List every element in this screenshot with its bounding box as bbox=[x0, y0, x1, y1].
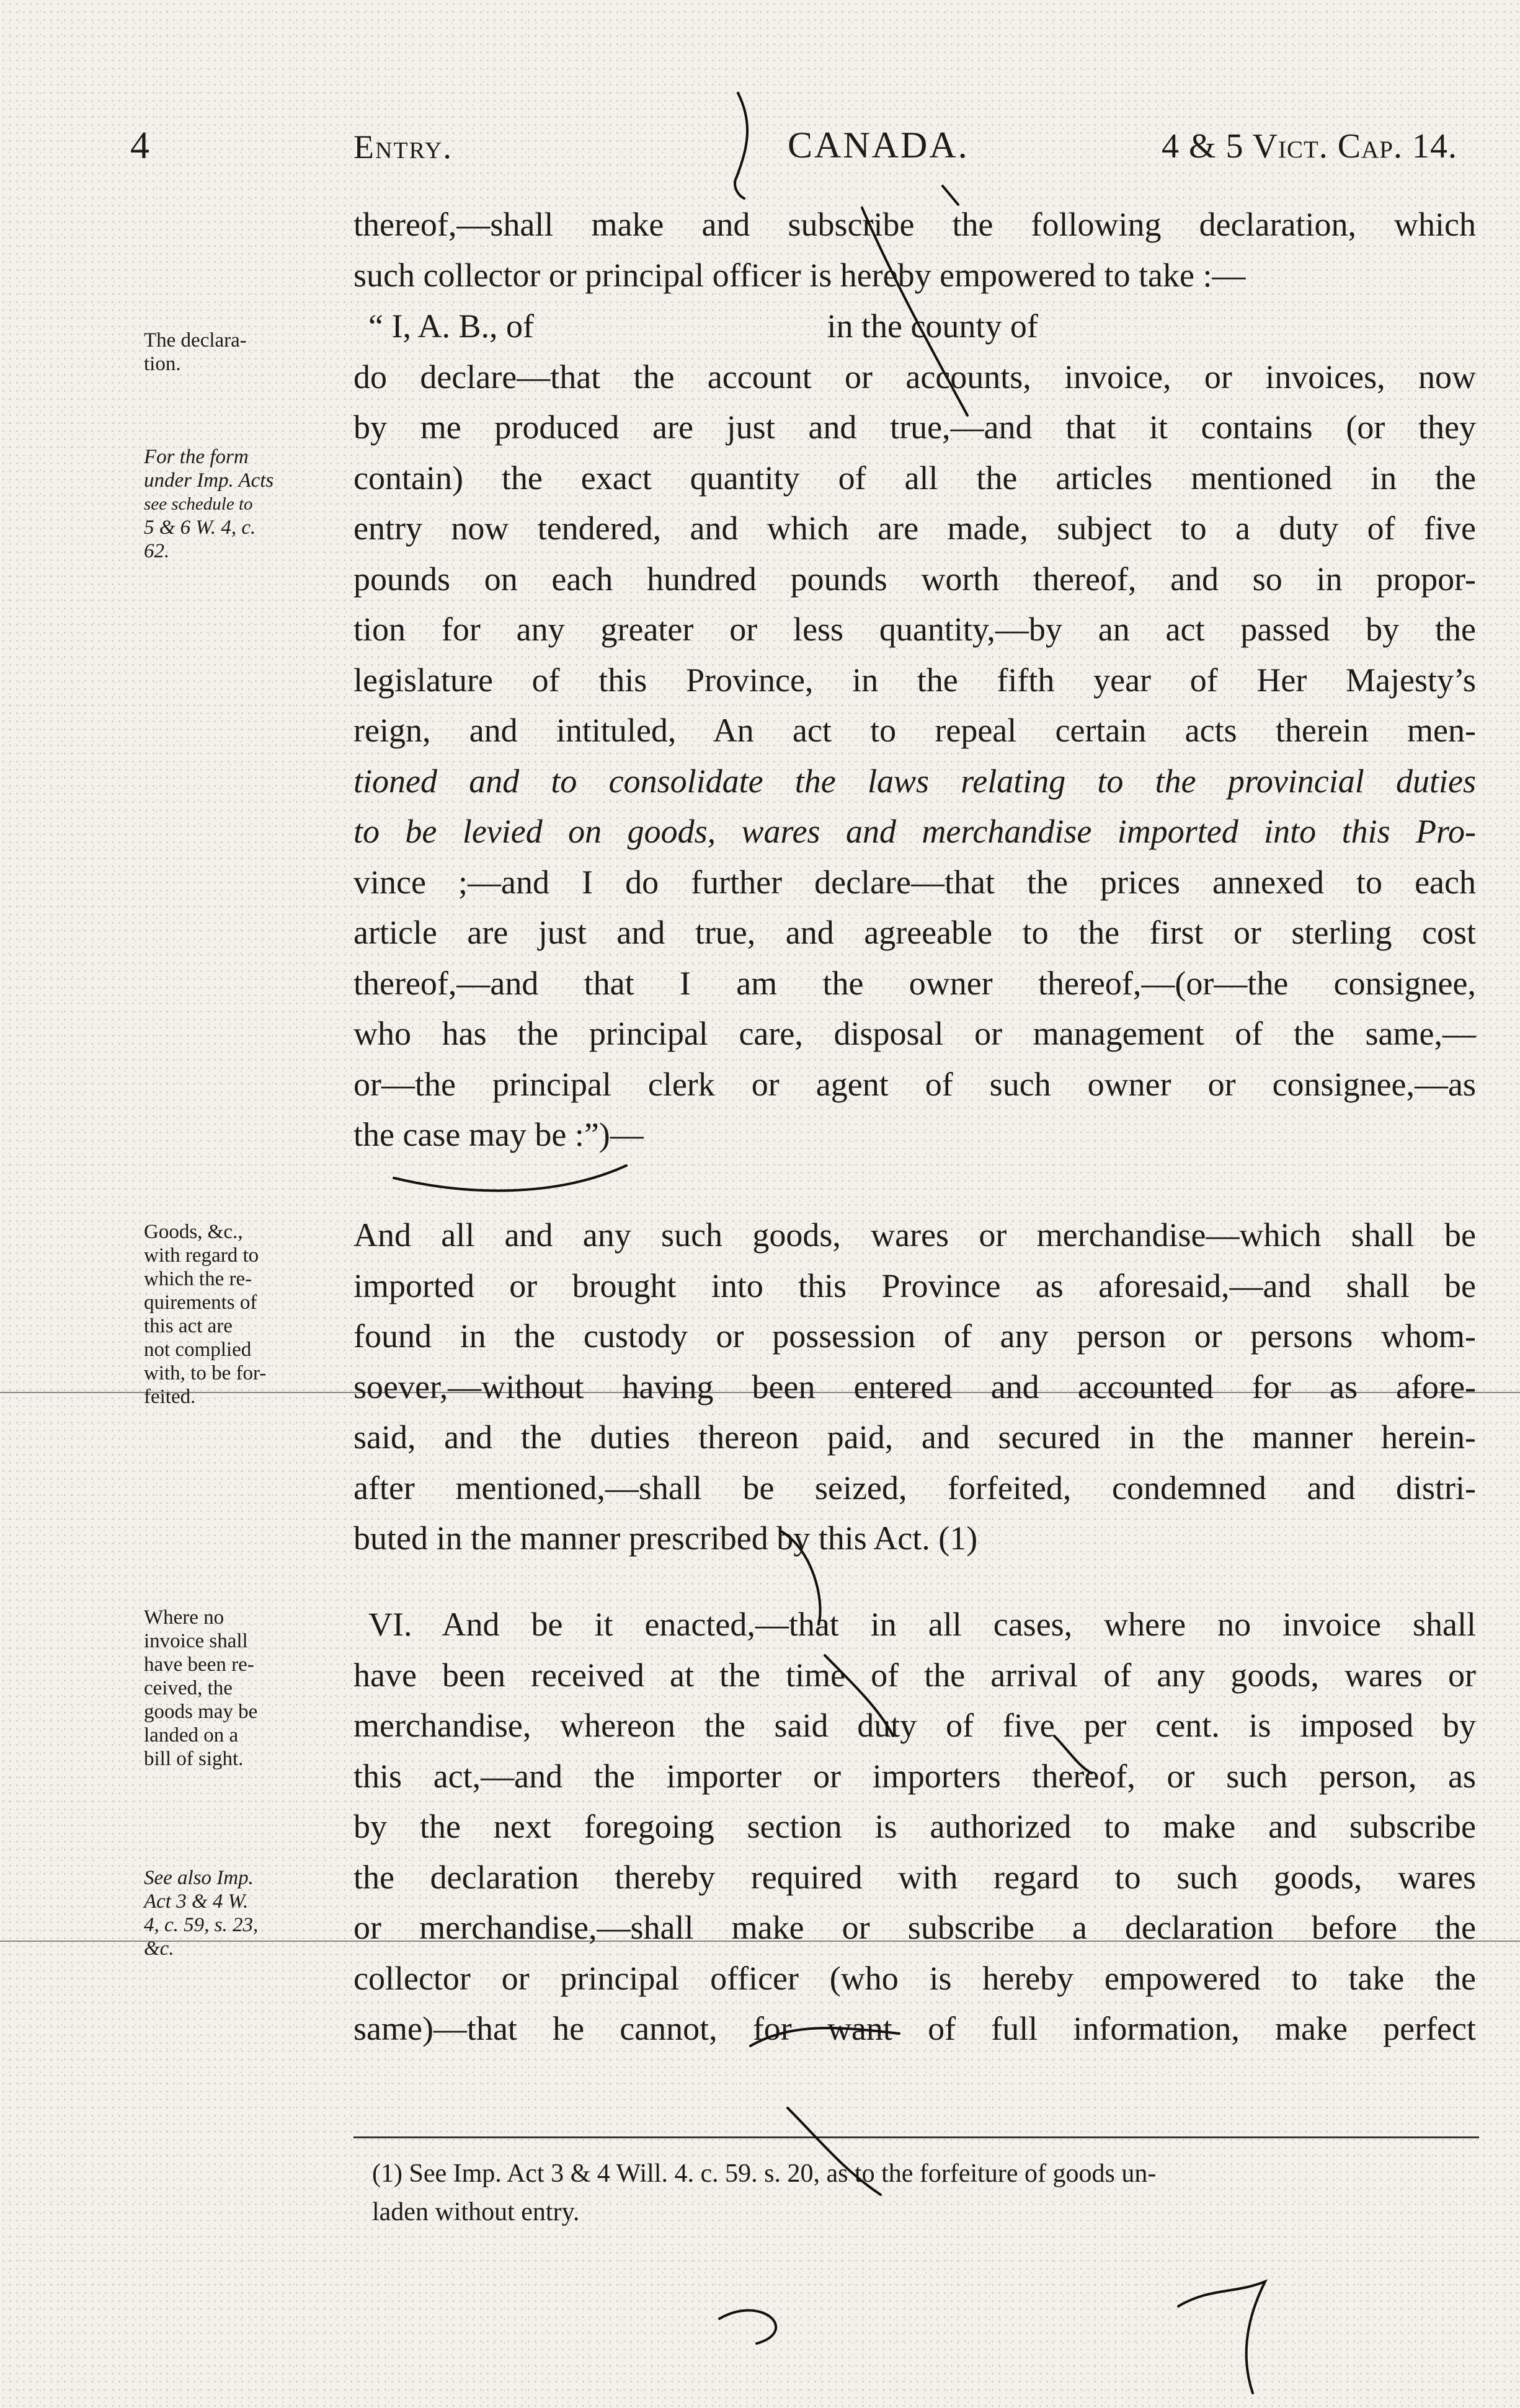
text-line: pounds on each hundred pounds worth thereof, and so in propor- bbox=[353, 560, 1476, 598]
opening-paragraph bbox=[353, 200, 1476, 301]
section-heading: Entry. bbox=[353, 128, 453, 166]
section-vi bbox=[353, 1600, 1476, 2055]
text-line: merchandise, whereon the said duty of five per cent. is imposed by bbox=[353, 1707, 1476, 1744]
text-line: “ I, A. B., of in the county of bbox=[368, 308, 1038, 345]
text-line: or merchandise,—shall make or subscribe a declaration before the bbox=[353, 1909, 1476, 1946]
text-line: tioned and to consolidate the laws relating to the provincial duties bbox=[353, 762, 1476, 800]
text-line: contain) the exact quantity of all the articles mentioned in the bbox=[353, 459, 1476, 497]
text-line: same)—that he cannot, for want of full information, make perfect bbox=[353, 2010, 1476, 2047]
text-line: the declaration thereby required with regard to such goods, wares bbox=[353, 1858, 1476, 1896]
running-header bbox=[130, 124, 1457, 180]
margin-note-declaration: The declara- tion. bbox=[144, 329, 247, 375]
text-line: thereof,—and that I am the owner thereof,—(or—the consignee, bbox=[353, 964, 1476, 1002]
text-line: thereof,—shall make and subscribe the following declaration, which bbox=[353, 206, 1476, 243]
footnote-rule bbox=[353, 2136, 1479, 2138]
text-line: soever,—without having been entered and accounted for as afore- bbox=[353, 1368, 1476, 1405]
text-line: entry now tendered, and which are made, subject to a duty of five bbox=[353, 510, 1476, 547]
footnote-line: laden without entry. bbox=[372, 2198, 580, 2226]
text-line: buted in the manner prescribed by this Act. (1) bbox=[353, 1520, 978, 1557]
text-line: And all and any such goods, wares or merchandise—which shall be bbox=[353, 1216, 1476, 1254]
text-line: who has the principal care, disposal or management of the same,— bbox=[353, 1015, 1476, 1052]
text-line: by me produced are just and true,—and that it contains (or they bbox=[353, 409, 1476, 446]
text-line: article are just and true, and agreeable to the first or sterling cost bbox=[353, 914, 1476, 951]
margin-note-goods: Goods, &c., with regard to which the re- quirements of this act are not complied with, to be for- feited. bbox=[144, 1221, 267, 1408]
text-line: collector or principal officer (who is hereby empowered to take the bbox=[353, 1959, 1476, 1997]
footnote bbox=[372, 2154, 1464, 2231]
text-line: VI. And be it enacted,—that in all cases, where no invoice shall bbox=[368, 1606, 1476, 1643]
footnote-line: (1) See Imp. Act 3 & 4 Will. 4. c. 59. s. 20, as to the forfeiture of goods un- bbox=[372, 2159, 1157, 2188]
text-line: imported or brought into this Province as aforesaid,—and shall be bbox=[353, 1267, 1476, 1304]
text-line: tion for any greater or less quantity,—by an act passed by the bbox=[353, 611, 1476, 648]
text-line: after mentioned,—shall be seized, forfeited, condemned and distri- bbox=[353, 1469, 1476, 1507]
text-line: found in the custody or possession of any person or persons whom- bbox=[353, 1317, 1476, 1355]
declaration-paragraph bbox=[353, 301, 1476, 1161]
text-line: do declare—that the account or accounts, invoice, or invoices, now bbox=[353, 358, 1476, 396]
text-line: or—the principal clerk or agent of such owner or consignee,—as bbox=[353, 1065, 1476, 1103]
text-line: such collector or principal officer is hereby empowered to take :— bbox=[353, 256, 1246, 294]
margin-note-form: For the form under Imp. Acts see schedule to 5 & 6 W. 4, c. 62. bbox=[144, 446, 274, 562]
page-number: 4 bbox=[130, 125, 149, 167]
text-line: said, and the duties thereon paid, and secured in the manner herein- bbox=[353, 1419, 1476, 1456]
text-line: to be levied on goods, wares and merchandise imported into this Pro- bbox=[353, 813, 1476, 850]
text-line: have been received at the time of the arrival of any goods, wares or bbox=[353, 1656, 1476, 1694]
goods-paragraph bbox=[353, 1210, 1476, 1564]
page-title: CANADA. bbox=[788, 125, 969, 166]
text-line: reign, and intituled, An act to repeal certain acts therein men- bbox=[353, 712, 1476, 749]
text-line: vince ;—and I do further declare—that the prices annexed to each bbox=[353, 863, 1476, 901]
chapter-reference: 4 & 5 Vict. Cap. 14. bbox=[1161, 127, 1457, 166]
text-line: this act,—and the importer or importers thereof, or such person, as bbox=[353, 1757, 1476, 1795]
text-line: the case may be :”)— bbox=[353, 1116, 644, 1153]
text-line: legislature of this Province, in the fifth year of Her Majesty’s bbox=[353, 661, 1476, 699]
margin-note-invoice: Where no invoice shall have been re- ceived, the goods may be landed on a bill of sight. bbox=[144, 1606, 258, 1770]
text-line: by the next foregoing section is authorized to make and subscribe bbox=[353, 1808, 1476, 1845]
margin-note-see-also: See also Imp. Act 3 & 4 W. 4, c. 59, s. 23, &c. bbox=[144, 1867, 259, 1960]
